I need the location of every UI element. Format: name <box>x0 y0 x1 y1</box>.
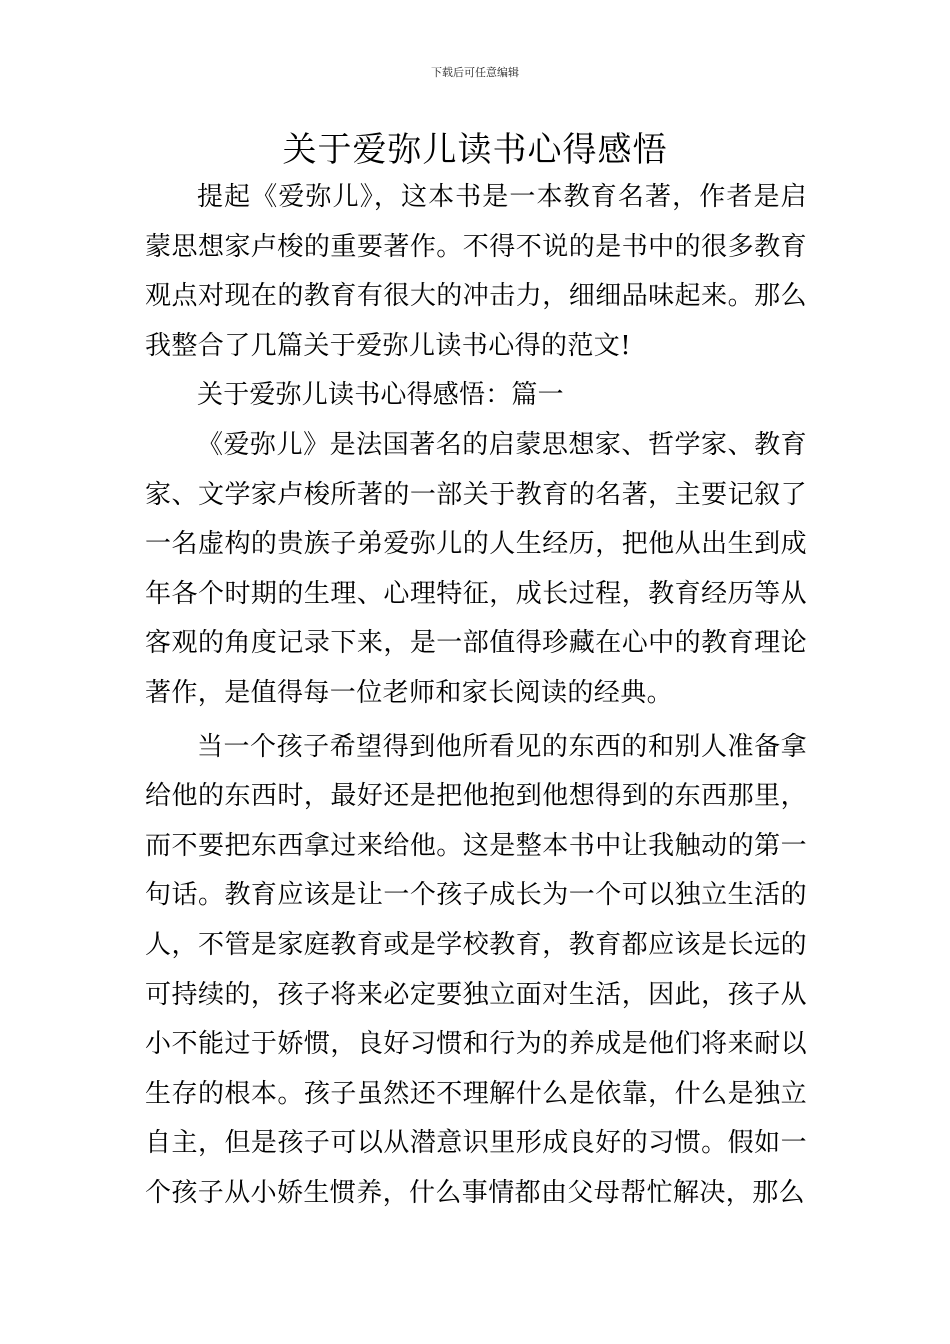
paragraph-reflection: 当一个孩子希望得到他所看见的东西的和别人准备拿给他的东西时，最好还是把他抱到他想得到的东西那里，而不要把东西拿过来给他。这是整本书中让我触动的第一句话。教育应该是让一个孩子成长为一个可以独立生活的人，不管是家庭教育或是学校教育，教育都应该是长远的可持续的，孩子将来必定要独立面对生活，因此，孩子从小不能过于娇惯，良好习惯和行为的养成是他们将来耐以生存的根本。孩子虽然还不理解什么是依靠，什么是独立自主，但是孩子可以从潜意识里形成良好的习惯。假如一个孩子从小娇生惯养，什么事情都由父母帮忙解决，那么 <box>145 731 807 1208</box>
header-note: 下载后可任意编辑 <box>431 66 519 79</box>
paragraph-intro: 提起《爱弥儿》，这本书是一本教育名著，作者是启蒙思想家卢梭的重要著作。不得不说的是书中的很多教育观点对现在的教育有很大的冲击力，细细品味起来。那么我整合了几篇关于爱弥儿读书心得的范文! <box>145 182 807 361</box>
document-body <box>145 173 807 1218</box>
section-heading: 关于爱弥儿读书心得感悟：篇一 <box>197 380 564 411</box>
paragraph-book-summary: 《爱弥儿》是法国著名的启蒙思想家、哲学家、教育家、文学家卢梭所著的一部关于教育的名著，主要记叙了一名虚构的贵族子弟爱弥儿的人生经历，把他从出生到成年各个时期的生理、心理特征，成长过程，教育经历等从客观的角度记录下来，是一部值得珍藏在心中的教育理论著作，是值得每一位老师和家长阅读的经典。 <box>145 429 807 708</box>
document-title: 关于爱弥儿读书心得感悟 <box>282 130 668 170</box>
